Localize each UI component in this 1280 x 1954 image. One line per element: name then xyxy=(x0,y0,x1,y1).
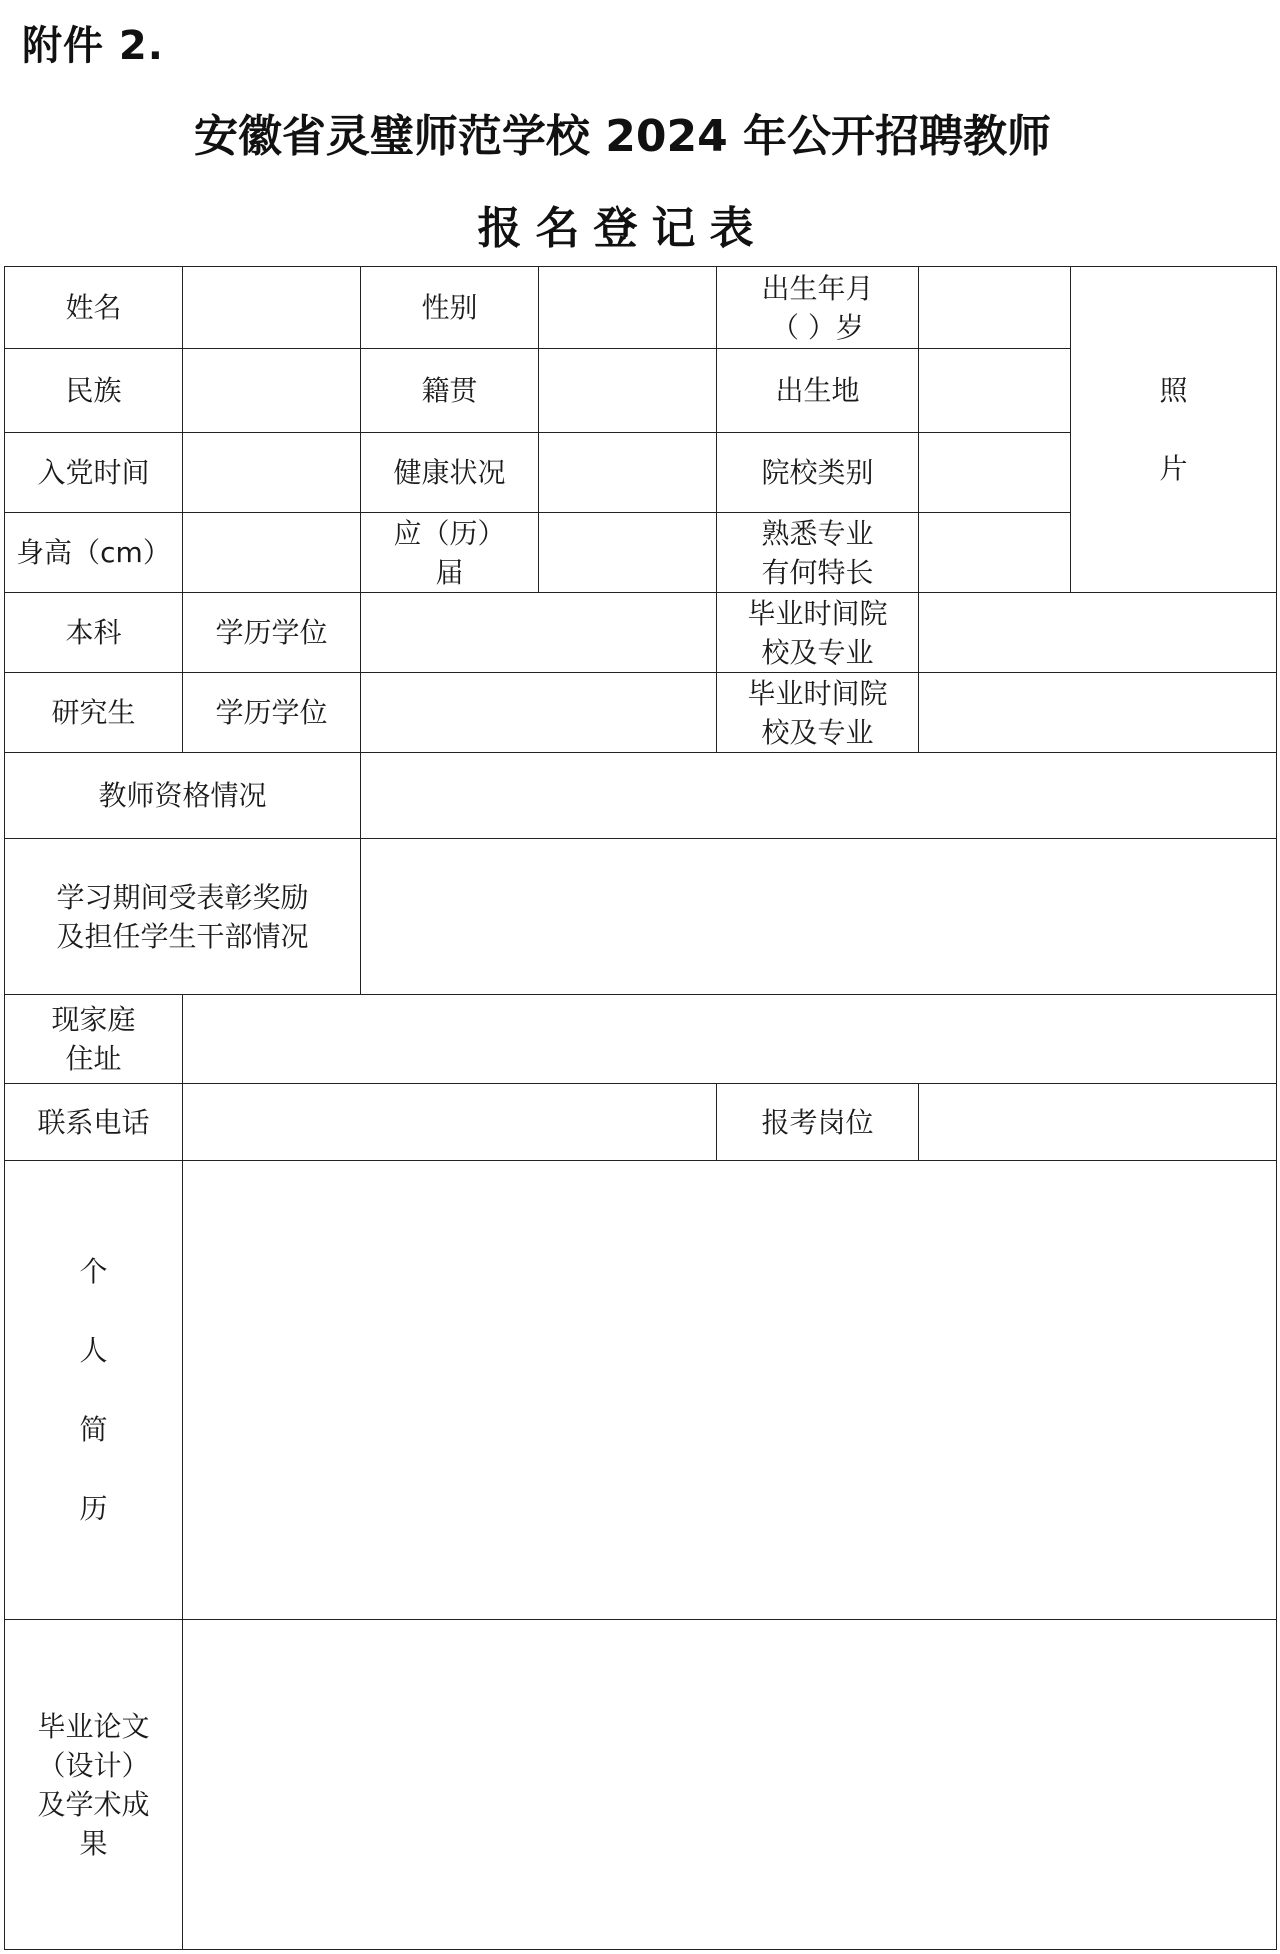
page-title: 安徽省灵璧师范学校 2024 年公开招聘教师 xyxy=(193,111,1052,162)
school-type-label: 院校类别 xyxy=(717,433,919,513)
name-label: 姓名 xyxy=(5,267,183,349)
table-row xyxy=(5,1084,1277,1161)
name-field[interactable] xyxy=(183,267,361,349)
phone-label: 联系电话 xyxy=(5,1084,183,1161)
undergrad-grad-info-field[interactable] xyxy=(919,593,1277,673)
table-row xyxy=(5,753,1277,839)
thesis-label-line: 毕业论文 xyxy=(37,1709,150,1743)
resume-label-char: 简 xyxy=(79,1413,108,1446)
grad-info-label-line1: 毕业时间院 xyxy=(747,596,888,630)
gender-label: 性别 xyxy=(361,267,539,349)
health-label: 健康状况 xyxy=(361,433,539,513)
address-label-line1: 现家庭 xyxy=(51,1003,136,1036)
address-label-line2: 住址 xyxy=(65,1042,122,1075)
birth-date-label-line1: 出生年月 xyxy=(761,271,874,305)
awards-field[interactable] xyxy=(361,839,1277,995)
graduate-year-label xyxy=(361,513,539,593)
registration-form-table xyxy=(4,266,1277,1950)
specialty-label xyxy=(717,513,919,593)
party-date-field[interactable] xyxy=(183,433,361,513)
specialty-field[interactable] xyxy=(919,513,1071,593)
page-subtitle: 报名登记表 xyxy=(477,203,768,254)
address-label xyxy=(5,995,183,1084)
grad-info-label-line2: 校及专业 xyxy=(761,715,874,749)
position-label: 报考岗位 xyxy=(717,1084,919,1161)
specialty-label-line2: 有何特长 xyxy=(761,555,874,589)
thesis-label-line: 及学术成 xyxy=(37,1787,150,1821)
table-row xyxy=(5,1161,1277,1620)
graduate-year-label-line1: 应（历） xyxy=(393,516,506,550)
table-row xyxy=(5,995,1277,1084)
grad-info-label-line1: 毕业时间院 xyxy=(747,676,888,710)
birthplace-field[interactable] xyxy=(919,349,1071,433)
phone-field[interactable] xyxy=(183,1084,717,1161)
attachment-label: 附件 2. xyxy=(22,23,164,69)
thesis-field[interactable] xyxy=(183,1620,1277,1950)
resume-field[interactable] xyxy=(183,1161,1277,1620)
resume-label xyxy=(5,1161,183,1620)
resume-label-char: 历 xyxy=(79,1492,108,1525)
birthplace-label: 出生地 xyxy=(717,349,919,433)
school-type-field[interactable] xyxy=(919,433,1071,513)
grad-info-label-line2: 校及专业 xyxy=(761,635,874,669)
awards-label-line2: 及担任学生干部情况 xyxy=(56,919,309,953)
thesis-label xyxy=(5,1620,183,1950)
undergrad-degree-label: 学历学位 xyxy=(183,593,361,673)
undergrad-degree-field[interactable] xyxy=(361,593,717,673)
teacher-cert-field[interactable] xyxy=(361,753,1277,839)
table-row xyxy=(5,673,1277,753)
height-field[interactable] xyxy=(183,513,361,593)
height-label: 身高（cm） xyxy=(5,513,183,593)
party-date-label: 入党时间 xyxy=(5,433,183,513)
table-row xyxy=(5,839,1277,995)
native-place-label: 籍贯 xyxy=(361,349,539,433)
teacher-cert-label: 教师资格情况 xyxy=(5,753,361,839)
ethnicity-field[interactable] xyxy=(183,349,361,433)
postgrad-label: 研究生 xyxy=(5,673,183,753)
ethnicity-label: 民族 xyxy=(5,349,183,433)
postgrad-degree-field[interactable] xyxy=(361,673,717,753)
position-field[interactable] xyxy=(919,1084,1277,1161)
birth-date-label-line2: （ ）岁 xyxy=(771,310,864,344)
thesis-label-line: （设计） xyxy=(37,1748,150,1782)
table-row xyxy=(5,1620,1277,1950)
health-field[interactable] xyxy=(539,433,717,513)
birth-date-label xyxy=(717,267,919,349)
graduate-year-label-line2: 届 xyxy=(435,555,464,589)
resume-label-char: 人 xyxy=(79,1334,108,1367)
table-row xyxy=(5,593,1277,673)
postgrad-grad-info-field[interactable] xyxy=(919,673,1277,753)
thesis-label-line: 果 xyxy=(79,1826,108,1860)
undergrad-grad-info-label xyxy=(717,593,919,673)
awards-label xyxy=(5,839,361,995)
table-row xyxy=(5,267,1277,349)
undergrad-label: 本科 xyxy=(5,593,183,673)
photo-box[interactable] xyxy=(1071,267,1277,593)
awards-label-line1: 学习期间受表彰奖励 xyxy=(56,880,309,914)
resume-label-char: 个 xyxy=(79,1255,108,1288)
photo-label-line2: 片 xyxy=(1159,451,1188,485)
gender-field[interactable] xyxy=(539,267,717,349)
birth-date-field[interactable] xyxy=(919,267,1071,349)
address-field[interactable] xyxy=(183,995,1277,1084)
specialty-label-line1: 熟悉专业 xyxy=(761,516,874,550)
postgrad-grad-info-label xyxy=(717,673,919,753)
photo-label-line1: 照 xyxy=(1159,373,1188,407)
native-place-field[interactable] xyxy=(539,349,717,433)
graduate-year-field[interactable] xyxy=(539,513,717,593)
postgrad-degree-label: 学历学位 xyxy=(183,673,361,753)
